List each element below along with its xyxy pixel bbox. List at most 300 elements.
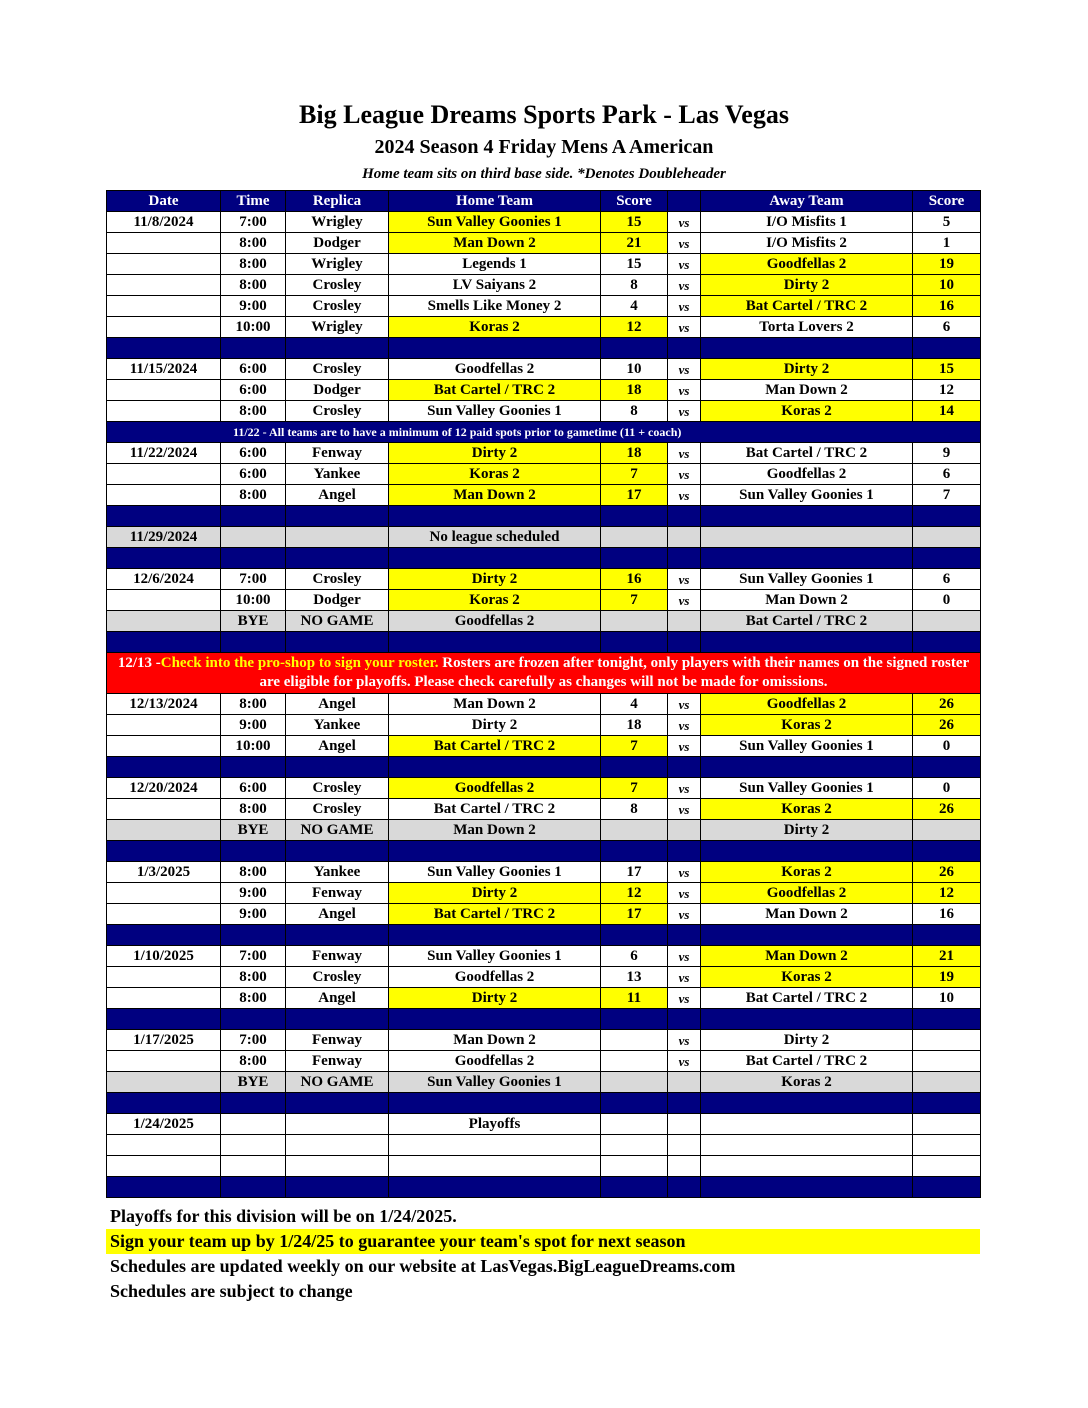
home-score-cell: 15 xyxy=(601,212,668,233)
home-score-cell xyxy=(601,1051,668,1072)
separator-cell xyxy=(601,1177,668,1198)
vs-cell: vs xyxy=(668,862,701,883)
date-cell: 11/29/2024 xyxy=(107,527,221,548)
home-score-cell: 4 xyxy=(601,296,668,317)
game-row xyxy=(107,485,981,506)
date-cell: 12/20/2024 xyxy=(107,778,221,799)
away-team-cell: I/O Misfits 1 xyxy=(701,212,913,233)
separator-row xyxy=(107,841,981,862)
separator-cell xyxy=(286,338,389,359)
home-team-cell: Sun Valley Goonies 1 xyxy=(389,862,601,883)
home-score-cell: 17 xyxy=(601,862,668,883)
away-score-cell: 9 xyxy=(913,443,981,464)
away-team-cell: I/O Misfits 2 xyxy=(701,233,913,254)
separator-cell xyxy=(107,632,221,653)
vs-cell: vs xyxy=(668,380,701,401)
separator-cell xyxy=(601,1093,668,1114)
footer-change-notice: Schedules are subject to change xyxy=(110,1281,353,1301)
time-cell xyxy=(221,1114,286,1135)
away-score-cell: 14 xyxy=(913,401,981,422)
separator-cell xyxy=(668,338,701,359)
away-score-cell: 12 xyxy=(913,883,981,904)
replica-cell: Dodger xyxy=(286,233,389,254)
separator-cell xyxy=(701,338,913,359)
separator-cell xyxy=(221,757,286,778)
replica-cell: Crosley xyxy=(286,296,389,317)
away-score-cell xyxy=(913,1156,981,1177)
time-cell: 8:00 xyxy=(221,275,286,296)
away-team-cell: Koras 2 xyxy=(701,401,913,422)
away-score-cell: 6 xyxy=(913,317,981,338)
alert-date: 12/13 - xyxy=(117,655,161,671)
bye-row xyxy=(107,820,981,841)
away-team-cell: Goodfellas 2 xyxy=(701,883,913,904)
home-team-cell: Man Down 2 xyxy=(389,694,601,715)
away-team-cell: Goodfellas 2 xyxy=(701,254,913,275)
game-row xyxy=(107,883,981,904)
separator-cell xyxy=(601,632,668,653)
away-score-cell: 10 xyxy=(913,988,981,1009)
vs-cell: vs xyxy=(668,988,701,1009)
time-cell: 9:00 xyxy=(221,296,286,317)
game-row xyxy=(107,862,981,883)
footer-website-notice: Schedules are updated weekly on our website at LasVegas.BigLeagueDreams.com xyxy=(110,1256,736,1276)
home-score-cell: 8 xyxy=(601,799,668,820)
time-cell: 8:00 xyxy=(221,233,286,254)
away-score-cell xyxy=(913,611,981,632)
separator-cell xyxy=(913,548,981,569)
home-score-cell xyxy=(601,1156,668,1177)
time-cell: 8:00 xyxy=(221,401,286,422)
home-team-cell: Smells Like Money 2 xyxy=(389,296,601,317)
page-subtitle: 2024 Season 4 Friday Mens A American xyxy=(374,136,714,158)
schedule-note: Home team sits on third base side. *Denotes Doubleheader xyxy=(362,166,726,182)
home-score-cell: 12 xyxy=(601,317,668,338)
home-team-cell: Sun Valley Goonies 1 xyxy=(389,1072,601,1093)
col-header-vs xyxy=(668,191,701,212)
replica-cell: Yankee xyxy=(286,464,389,485)
away-team-cell: Torta Lovers 2 xyxy=(701,317,913,338)
separator-cell xyxy=(107,841,221,862)
page-title: Big League Dreams Sports Park - Las Vegas xyxy=(299,100,789,129)
replica-cell: Angel xyxy=(286,904,389,925)
game-row xyxy=(107,212,981,233)
col-header-replica: Replica xyxy=(286,191,389,212)
date-cell xyxy=(107,464,221,485)
time-cell: 8:00 xyxy=(221,694,286,715)
vs-cell xyxy=(668,1135,701,1156)
date-cell xyxy=(107,590,221,611)
vs-cell xyxy=(668,1156,701,1177)
home-score-cell: 7 xyxy=(601,778,668,799)
time-cell: BYE xyxy=(221,1072,286,1093)
home-score-cell: 18 xyxy=(601,443,668,464)
bye-row xyxy=(107,527,981,548)
home-score-cell: 16 xyxy=(601,569,668,590)
away-score-cell: 7 xyxy=(913,485,981,506)
game-row xyxy=(107,946,981,967)
date-cell: 1/24/2025 xyxy=(107,1114,221,1135)
time-cell: 10:00 xyxy=(221,736,286,757)
home-score-cell: 7 xyxy=(601,464,668,485)
separator-cell xyxy=(286,1093,389,1114)
date-cell xyxy=(107,233,221,254)
col-header-away-score: Score xyxy=(913,191,981,212)
time-cell: 7:00 xyxy=(221,212,286,233)
separator-cell xyxy=(221,506,286,527)
separator-cell xyxy=(389,506,601,527)
away-score-cell: 5 xyxy=(913,212,981,233)
game-row xyxy=(107,317,981,338)
home-team-cell: Koras 2 xyxy=(389,317,601,338)
time-cell: 6:00 xyxy=(221,778,286,799)
separator-row xyxy=(107,632,981,653)
home-team-cell: Koras 2 xyxy=(389,590,601,611)
roster-alert-cell xyxy=(107,653,981,694)
vs-cell: vs xyxy=(668,233,701,254)
vs-cell: vs xyxy=(668,883,701,904)
date-cell xyxy=(107,401,221,422)
away-score-cell xyxy=(913,1030,981,1051)
game-row xyxy=(107,1156,981,1177)
home-team-cell: Bat Cartel / TRC 2 xyxy=(389,904,601,925)
date-cell: 1/10/2025 xyxy=(107,946,221,967)
table-header-row xyxy=(107,191,981,212)
footer-playoffs-date: Playoffs for this division will be on 1/24/2025. xyxy=(110,1206,457,1226)
home-score-cell: 6 xyxy=(601,946,668,967)
separator-cell xyxy=(286,548,389,569)
date-cell xyxy=(107,967,221,988)
away-score-cell: 0 xyxy=(913,590,981,611)
replica-cell: Angel xyxy=(286,736,389,757)
separator-row xyxy=(107,506,981,527)
replica-cell: Wrigley xyxy=(286,317,389,338)
date-cell xyxy=(107,485,221,506)
away-score-cell: 6 xyxy=(913,569,981,590)
away-score-cell: 1 xyxy=(913,233,981,254)
separator-cell xyxy=(107,757,221,778)
vs-cell xyxy=(668,820,701,841)
separator-cell xyxy=(601,548,668,569)
date-cell xyxy=(107,820,221,841)
home-team-cell: Goodfellas 2 xyxy=(389,1051,601,1072)
date-cell xyxy=(107,254,221,275)
game-row xyxy=(107,296,981,317)
away-team-cell xyxy=(701,1156,913,1177)
time-cell xyxy=(221,1135,286,1156)
vs-cell: vs xyxy=(668,569,701,590)
away-team-cell: Koras 2 xyxy=(701,967,913,988)
home-team-cell: Man Down 2 xyxy=(389,233,601,254)
separator-cell xyxy=(389,757,601,778)
separator-cell xyxy=(913,1177,981,1198)
game-row xyxy=(107,715,981,736)
home-team-cell: Dirty 2 xyxy=(389,569,601,590)
away-team-cell: Dirty 2 xyxy=(701,1030,913,1051)
date-cell xyxy=(107,1156,221,1177)
time-cell: 7:00 xyxy=(221,569,286,590)
date-cell: 11/15/2024 xyxy=(107,359,221,380)
home-team-cell: Bat Cartel / TRC 2 xyxy=(389,799,601,820)
game-row xyxy=(107,1114,981,1135)
separator-cell xyxy=(107,925,221,946)
game-row xyxy=(107,569,981,590)
home-team-cell: Man Down 2 xyxy=(389,820,601,841)
separator-cell xyxy=(107,1093,221,1114)
date-cell: 11/22/2024 xyxy=(107,443,221,464)
separator-cell xyxy=(389,841,601,862)
game-row xyxy=(107,988,981,1009)
home-score-cell xyxy=(601,820,668,841)
game-row xyxy=(107,443,981,464)
date-cell xyxy=(107,883,221,904)
vs-cell xyxy=(668,1072,701,1093)
away-team-cell: Man Down 2 xyxy=(701,380,913,401)
home-team-cell: Goodfellas 2 xyxy=(389,611,601,632)
vs-cell: vs xyxy=(668,485,701,506)
separator-cell xyxy=(668,757,701,778)
separator-cell xyxy=(221,1009,286,1030)
game-row xyxy=(107,359,981,380)
date-cell: 11/8/2024 xyxy=(107,212,221,233)
home-score-cell xyxy=(601,1072,668,1093)
time-cell: 10:00 xyxy=(221,590,286,611)
separator-cell xyxy=(668,506,701,527)
vs-cell xyxy=(668,527,701,548)
time-cell: 8:00 xyxy=(221,862,286,883)
separator-cell xyxy=(389,632,601,653)
separator-row xyxy=(107,1093,981,1114)
separator-cell xyxy=(701,757,913,778)
home-team-cell: No league scheduled xyxy=(389,527,601,548)
separator-cell xyxy=(601,506,668,527)
home-score-cell: 15 xyxy=(601,254,668,275)
separator-cell xyxy=(389,338,601,359)
separator-cell xyxy=(701,1093,913,1114)
home-team-cell: Man Down 2 xyxy=(389,1030,601,1051)
home-score-cell: 12 xyxy=(601,883,668,904)
vs-cell: vs xyxy=(668,317,701,338)
replica-cell: Wrigley xyxy=(286,254,389,275)
date-cell xyxy=(107,988,221,1009)
vs-cell: vs xyxy=(668,254,701,275)
game-row xyxy=(107,1051,981,1072)
away-team-cell xyxy=(701,1135,913,1156)
away-score-cell: 0 xyxy=(913,778,981,799)
away-team-cell: Man Down 2 xyxy=(701,590,913,611)
replica-cell xyxy=(286,527,389,548)
home-score-cell: 18 xyxy=(601,380,668,401)
away-team-cell: Bat Cartel / TRC 2 xyxy=(701,1051,913,1072)
separator-cell xyxy=(701,506,913,527)
game-row xyxy=(107,233,981,254)
away-score-cell: 6 xyxy=(913,464,981,485)
away-team-cell: Man Down 2 xyxy=(701,904,913,925)
separator-cell xyxy=(286,506,389,527)
game-row xyxy=(107,1135,981,1156)
separator-cell xyxy=(107,548,221,569)
away-score-cell xyxy=(913,820,981,841)
home-team-cell: Goodfellas 2 xyxy=(389,967,601,988)
notice-banner-text: 11/22 - All teams are to have a minimum of 12 paid spots prior to gametime (11 + coach) xyxy=(107,422,981,443)
vs-cell: vs xyxy=(668,212,701,233)
separator-cell xyxy=(668,632,701,653)
replica-cell: Angel xyxy=(286,988,389,1009)
vs-cell: vs xyxy=(668,464,701,485)
date-cell xyxy=(107,611,221,632)
vs-cell xyxy=(668,611,701,632)
vs-cell xyxy=(668,1114,701,1135)
separator-cell xyxy=(668,1093,701,1114)
separator-cell xyxy=(913,338,981,359)
vs-cell: vs xyxy=(668,1030,701,1051)
home-score-cell xyxy=(601,1030,668,1051)
footer-signup-notice: Sign your team up by 1/24/25 to guarantee your team's spot for next season xyxy=(106,1229,980,1254)
away-score-cell: 10 xyxy=(913,275,981,296)
home-team-cell: Bat Cartel / TRC 2 xyxy=(389,380,601,401)
replica-cell: Fenway xyxy=(286,1051,389,1072)
separator-cell xyxy=(668,548,701,569)
roster-alert-row xyxy=(107,653,981,694)
home-team-cell xyxy=(389,1156,601,1177)
home-score-cell: 17 xyxy=(601,485,668,506)
away-team-cell: Sun Valley Goonies 1 xyxy=(701,778,913,799)
away-score-cell: 21 xyxy=(913,946,981,967)
separator-row xyxy=(107,925,981,946)
separator-row xyxy=(107,1177,981,1198)
game-row xyxy=(107,1030,981,1051)
separator-cell xyxy=(913,925,981,946)
separator-row xyxy=(107,548,981,569)
date-cell: 12/13/2024 xyxy=(107,694,221,715)
home-team-cell: Koras 2 xyxy=(389,464,601,485)
separator-cell xyxy=(601,338,668,359)
away-team-cell: Dirty 2 xyxy=(701,359,913,380)
date-cell xyxy=(107,275,221,296)
home-team-cell: Dirty 2 xyxy=(389,443,601,464)
date-cell: 1/3/2025 xyxy=(107,862,221,883)
time-cell: BYE xyxy=(221,611,286,632)
home-team-cell: Goodfellas 2 xyxy=(389,778,601,799)
alert-body-text: Rosters are frozen after tonight, only players with their names on the signed roster are eligible for playoffs. Please check carefully as changes will not be made for omissions. xyxy=(259,655,970,690)
separator-cell xyxy=(107,506,221,527)
game-row xyxy=(107,736,981,757)
game-row xyxy=(107,904,981,925)
separator-cell xyxy=(389,1177,601,1198)
replica-cell: Crosley xyxy=(286,967,389,988)
home-team-cell: Dirty 2 xyxy=(389,988,601,1009)
away-score-cell: 26 xyxy=(913,715,981,736)
separator-cell xyxy=(913,1009,981,1030)
separator-cell xyxy=(601,1009,668,1030)
vs-cell: vs xyxy=(668,694,701,715)
vs-cell: vs xyxy=(668,904,701,925)
vs-cell: vs xyxy=(668,736,701,757)
replica-cell: Dodger xyxy=(286,590,389,611)
separator-cell xyxy=(701,841,913,862)
separator-cell xyxy=(913,841,981,862)
game-row xyxy=(107,590,981,611)
game-row xyxy=(107,275,981,296)
away-score-cell: 26 xyxy=(913,862,981,883)
time-cell: 8:00 xyxy=(221,988,286,1009)
vs-cell: vs xyxy=(668,590,701,611)
alert-highlight-text: Check into the pro-shop to sign your roster. xyxy=(160,655,439,671)
col-header-time: Time xyxy=(221,191,286,212)
replica-cell: Angel xyxy=(286,485,389,506)
away-team-cell: Koras 2 xyxy=(701,862,913,883)
away-team-cell: Goodfellas 2 xyxy=(701,694,913,715)
separator-cell xyxy=(668,1177,701,1198)
away-team-cell: Sun Valley Goonies 1 xyxy=(701,485,913,506)
col-header-date: Date xyxy=(107,191,221,212)
separator-cell xyxy=(701,548,913,569)
home-score-cell xyxy=(601,1114,668,1135)
time-cell: 9:00 xyxy=(221,904,286,925)
replica-cell: NO GAME xyxy=(286,611,389,632)
game-row xyxy=(107,464,981,485)
time-cell: BYE xyxy=(221,820,286,841)
date-cell xyxy=(107,799,221,820)
separator-row xyxy=(107,1009,981,1030)
separator-row xyxy=(107,757,981,778)
separator-cell xyxy=(389,1093,601,1114)
away-team-cell: Koras 2 xyxy=(701,715,913,736)
schedule-table xyxy=(106,190,981,1198)
away-team-cell: Bat Cartel / TRC 2 xyxy=(701,988,913,1009)
away-team-cell: Sun Valley Goonies 1 xyxy=(701,736,913,757)
footer-notes xyxy=(106,1204,980,1304)
replica-cell: Crosley xyxy=(286,799,389,820)
separator-cell xyxy=(286,841,389,862)
away-team-cell xyxy=(701,527,913,548)
away-team-cell: Koras 2 xyxy=(701,1072,913,1093)
game-row xyxy=(107,401,981,422)
separator-cell xyxy=(701,1009,913,1030)
home-team-cell: Goodfellas 2 xyxy=(389,359,601,380)
time-cell: 7:00 xyxy=(221,946,286,967)
replica-cell xyxy=(286,1156,389,1177)
home-team-cell xyxy=(389,1135,601,1156)
away-score-cell: 15 xyxy=(913,359,981,380)
away-team-cell xyxy=(701,1114,913,1135)
away-score-cell xyxy=(913,1114,981,1135)
vs-cell: vs xyxy=(668,401,701,422)
time-cell: 10:00 xyxy=(221,317,286,338)
bye-row xyxy=(107,611,981,632)
replica-cell: NO GAME xyxy=(286,1072,389,1093)
separator-cell xyxy=(389,548,601,569)
separator-cell xyxy=(913,506,981,527)
vs-cell: vs xyxy=(668,799,701,820)
date-cell xyxy=(107,1051,221,1072)
separator-cell xyxy=(701,632,913,653)
time-cell: 9:00 xyxy=(221,715,286,736)
home-team-cell: Sun Valley Goonies 1 xyxy=(389,212,601,233)
time-cell: 6:00 xyxy=(221,464,286,485)
away-score-cell: 0 xyxy=(913,736,981,757)
col-header-home-score: Score xyxy=(601,191,668,212)
vs-cell: vs xyxy=(668,359,701,380)
separator-cell xyxy=(221,632,286,653)
time-cell: 8:00 xyxy=(221,485,286,506)
home-score-cell: 8 xyxy=(601,275,668,296)
away-team-cell: Sun Valley Goonies 1 xyxy=(701,569,913,590)
replica-cell: Crosley xyxy=(286,275,389,296)
home-score-cell: 8 xyxy=(601,401,668,422)
away-score-cell: 26 xyxy=(913,799,981,820)
home-team-cell: Man Down 2 xyxy=(389,485,601,506)
